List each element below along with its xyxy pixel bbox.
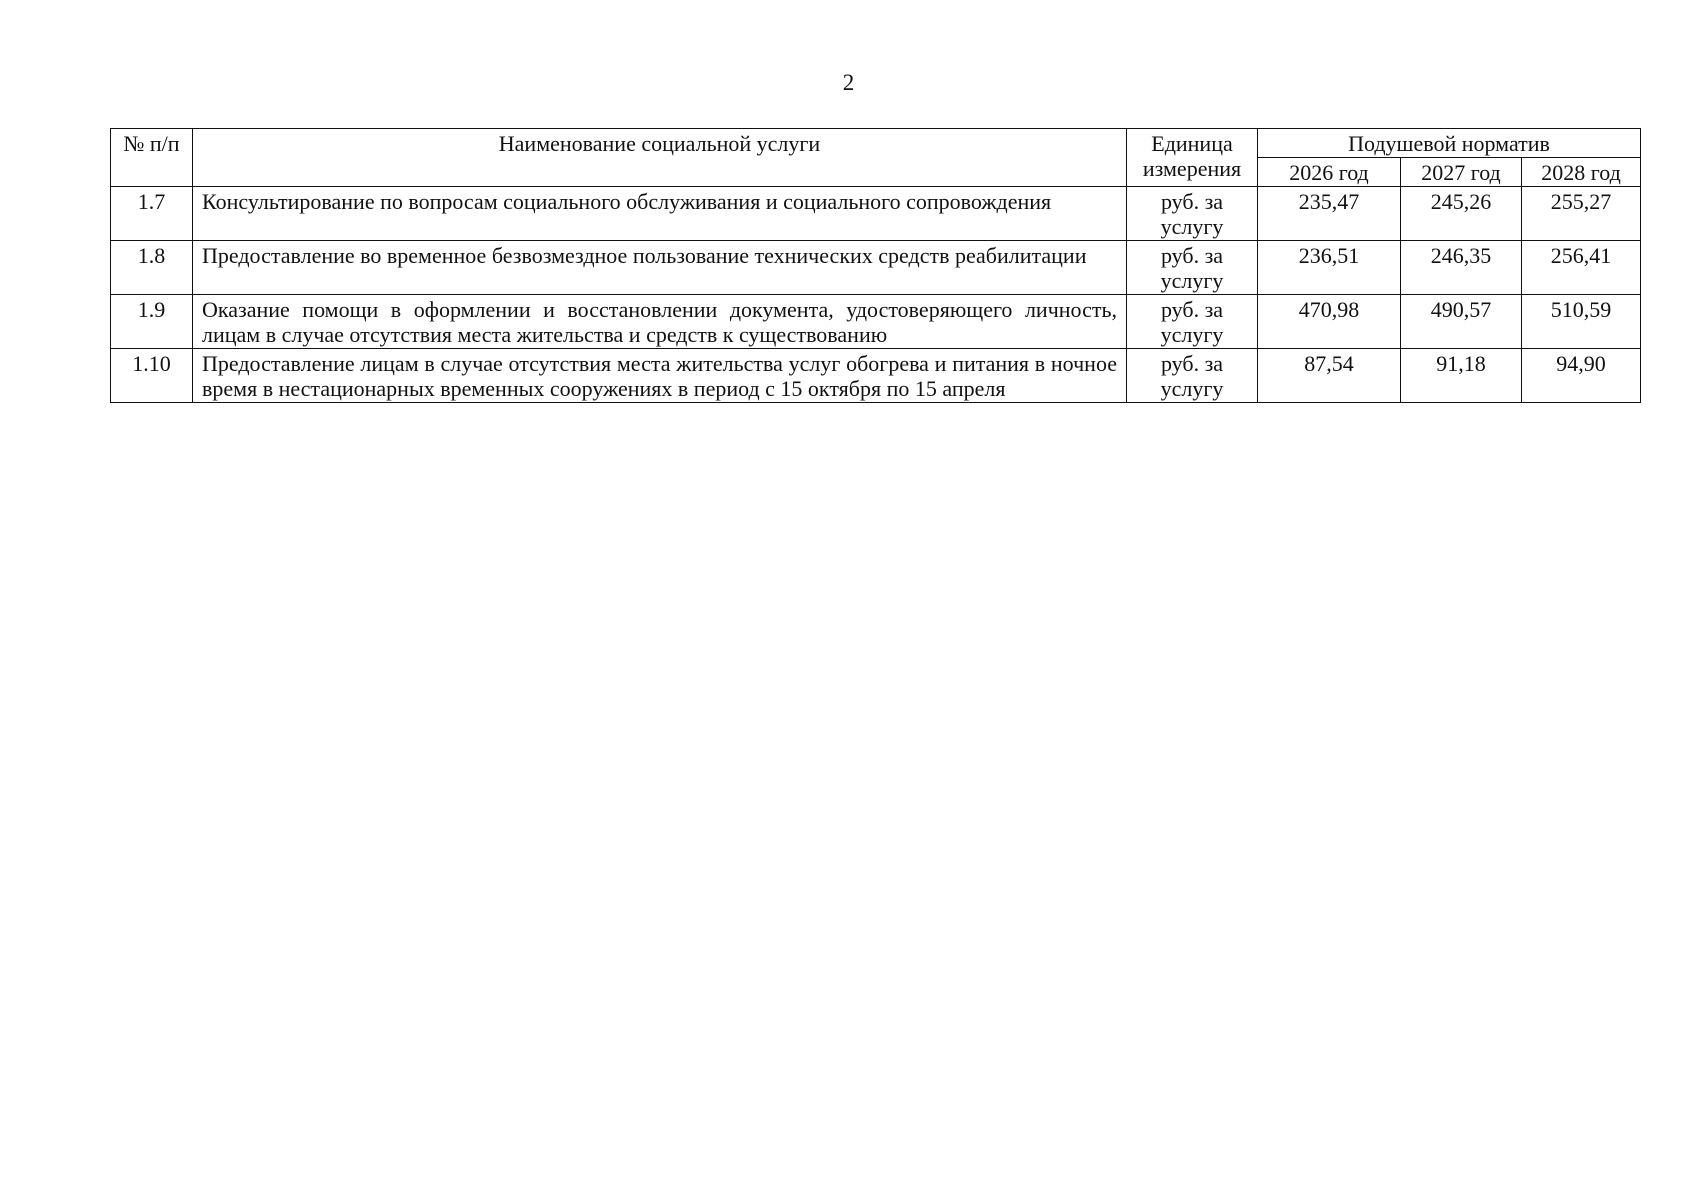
service-name: Консультирование по вопросам социального обслуживания и социального сопровождения [193,187,1127,241]
service-name: Оказание помощи в оформлении и восстановлении документа, удостоверяющего личность, лицам в случае отсутствия места жительства и средств к существованию [193,295,1127,349]
value-2027: 91,18 [1401,349,1522,403]
table-row [111,349,1641,403]
header-service-name: Наименование социальной услуги [193,129,1127,187]
header-year-2027: 2027 год [1401,158,1522,187]
unit-cell: руб. за услугу [1127,241,1258,295]
table-row [111,295,1641,349]
value-2027: 246,35 [1401,241,1522,295]
page-number: 2 [842,70,855,95]
unit-cell: руб. за услугу [1127,295,1258,349]
row-number: 1.9 [111,295,193,349]
service-name: Предоставление лицам в случае отсутствия места жительства услуг обогрева и питания в ночное время в нестационарных временных сооружениях в период с 15 октября по 15 апреля [193,349,1127,403]
value-2028: 255,27 [1522,187,1641,241]
header-year-2028: 2028 год [1522,158,1641,187]
value-2027: 490,57 [1401,295,1522,349]
row-number: 1.10 [111,349,193,403]
unit-cell: руб. за услугу [1127,349,1258,403]
value-2028: 510,59 [1522,295,1641,349]
value-2026: 87,54 [1258,349,1401,403]
header-number: № п/п [111,129,193,187]
table-row [111,241,1641,295]
row-number: 1.8 [111,241,193,295]
value-2027: 245,26 [1401,187,1522,241]
row-number: 1.7 [111,187,193,241]
value-2028: 256,41 [1522,241,1641,295]
service-name: Предоставление во временное безвозмездное пользование технических средств реабилитации [193,241,1127,295]
value-2026: 470,98 [1258,295,1401,349]
header-unit: Единица измерения [1127,129,1258,187]
per-capita-norms-table [110,128,1641,403]
unit-cell: руб. за услугу [1127,187,1258,241]
value-2026: 235,47 [1258,187,1401,241]
header-per-capita-norm: Подушевой норматив [1258,129,1641,158]
header-row-1 [111,129,1641,158]
table-row [111,187,1641,241]
value-2028: 94,90 [1522,349,1641,403]
header-year-2026: 2026 год [1258,158,1401,187]
value-2026: 236,51 [1258,241,1401,295]
